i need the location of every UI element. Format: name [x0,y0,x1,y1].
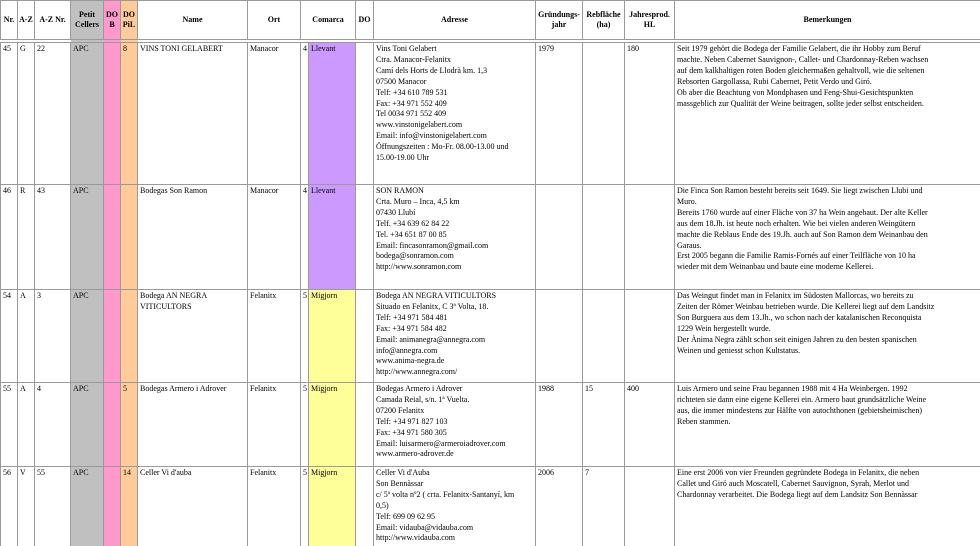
text-line: Email: fincasonramon@gmail.com [376,240,489,250]
header-name: Name [138,1,248,40]
cell-gruendungsjahr [536,185,583,290]
text-line: Tel 0034 971 552 409 [376,109,447,119]
cell-do-pil: 14 [121,467,138,546]
cell-petit-cellers: APC [71,185,104,290]
cell-rebflaeche: 15 [583,383,625,467]
cell-do-pil: 5 [121,383,138,467]
cell-rebflaeche [583,43,625,185]
cell-do-b [104,185,121,290]
text-line: Tel. +34 651 87 00 85 [376,229,447,239]
cell-comarca-number: 5 [301,467,309,546]
cell-az: A [18,290,35,383]
cell-nr: 54 [1,290,18,383]
cell-do-b [104,43,121,185]
text-line: Email: animanegra@annegra.com [376,334,486,344]
table-row [1,467,980,546]
text-line: Fax: +34 971 580 305 [376,427,447,437]
text-line: Telf: 699 09 62 95 [376,511,435,521]
cell-gruendungsjahr [536,290,583,383]
table-row [1,290,980,383]
cell-bemerkungen [675,467,980,546]
text-line: http://www.vidauba.com [376,533,456,543]
cell-bemerkungen [675,43,980,185]
text-line: 1229 Wein hergestellt wurde. [677,323,771,333]
header-az-nr: A-Z Nr. [35,1,71,40]
text-line: massgeblich zur Qualität der Weine beitragen, sollte jeder selbst entscheiden. [677,98,924,108]
cell-az: V [18,467,35,546]
text-line: c/ 5ª volta nº2 ( crta. Felanitx-Santanyí, km [376,489,515,499]
text-line: Seit 1979 gehört die Bodega der Familie Gelabert, die ihr Hobby zum Beruf [677,44,921,53]
text-line: http://www.sonramon.com [376,262,462,272]
text-line: http://www.annegra.com/ [376,367,458,377]
text-line: Bodega AN NEGRA VITICULTORS [376,291,497,300]
cell-gruendungsjahr: 2006 [536,467,583,546]
table-row [1,185,980,290]
text-line: Öffnungszeiten : Mo-Fr. 08.00-13.00 und [376,142,509,152]
text-line: aus dem 18.Jh. ist heute noch erhalten. Wie bei vielen anderen Weingütern [677,218,916,228]
cell-ort: Manacor [248,185,301,290]
header-rebflaeche: Rebfläche (ha) [583,1,625,40]
cell-adresse [374,290,536,383]
text-line: Vins Toni Gelabert [376,44,437,53]
cell-ort: Felanitx [248,467,301,546]
text-line: info@annegra.com [376,345,438,355]
cell-az-nr: 3 [35,290,71,383]
text-line: Email: luisarmero@armeroiadrover.com [376,438,506,448]
cell-do-b [104,467,121,546]
header-bemerkungen: Bemerkungen [675,1,980,40]
cell-do [356,185,374,290]
text-line: Telf. +34 639 62 84 22 [376,218,450,228]
cell-comarca: Llevant [309,43,356,185]
text-line: Ob aber die Beachtung von Mondphasen und Feng-Shui-Gesichtspunkten [677,87,914,97]
cell-ort: Felanitx [248,383,301,467]
cell-do-pil: 8 [121,43,138,185]
text-line: auf dem kalkhaltigen roten Boden gleichermaßen gehaltvoll, wie die seltenen [677,65,925,75]
cell-do-pil [121,290,138,383]
cell-name: Celler Vi d'auba [138,467,248,546]
text-line: wieder mit dem Weinanbau und baute eine moderne Kellerei. [677,262,874,272]
cell-name: Bodegas Armero i Adrover [138,383,248,467]
text-line: richteten sie dann eine eigene Kellerei ein. Armero baut grundsätzliche Weine [677,394,927,404]
cell-petit-cellers: APC [71,383,104,467]
header-do: DO [356,1,374,40]
cell-nr: 46 [1,185,18,290]
header-comarca: Comarca [301,1,356,40]
text-line: Email: vidauba@vidauba.com [376,522,474,532]
cell-az-nr: 55 [35,467,71,546]
header-ort: Ort [248,1,301,40]
cell-az-nr: 4 [35,383,71,467]
text-line: www.anima-negra.de [376,356,445,366]
cell-do [356,467,374,546]
header-do-b: DO B [104,1,121,40]
cell-rebflaeche [583,185,625,290]
text-line: Ctra. Manacor-Felanitx [376,54,451,64]
text-line: Son Bennàssar [376,478,424,488]
text-line: machte. Neben Cabernet Sauvignon-, Callet- und Chardonnay-Reben wachsen [677,54,929,64]
header-az: A-Z [18,1,35,40]
cell-jahresprod [625,290,675,383]
header-row [1,1,980,40]
cell-az: R [18,185,35,290]
cell-do [356,383,374,467]
cell-gruendungsjahr: 1988 [536,383,583,467]
text-line: SON RAMON [376,186,424,195]
cell-do-b [104,383,121,467]
text-line: www.armero-adrover.de [376,449,454,459]
table-row [1,43,980,185]
cell-comarca: Migjorn [309,383,356,467]
cell-petit-cellers: APC [71,467,104,546]
text-line: machte die Reblaus Ende des 19.Jh. auch auf Son Ramon dem Weinanbau den [677,229,928,239]
text-line: Der Ànima Negra zählt schon seit einigen Jahren zu den besten spanischen [677,334,917,344]
cell-adresse [374,185,536,290]
text-line: Situado en Felanitx, C 3ª Volta, 18. [376,301,489,311]
cell-comarca-number: 5 [301,290,309,383]
text-line: Reben stammen. [677,416,731,426]
text-line: Muro. [677,196,697,206]
text-line: Garaus. [677,240,702,250]
cell-do [356,290,374,383]
text-line: Telf: +34 971 827 103 [376,416,448,426]
cell-adresse [374,467,536,546]
cell-jahresprod: 180 [625,43,675,185]
cell-az: G [18,43,35,185]
cell-comarca-number: 4 [301,43,309,185]
table-row [1,383,980,467]
cell-bemerkungen [675,185,980,290]
text-line: Callet und Giró auch Moscatell, Cabernet Sauvignon, Syrah, Merlot und [677,478,909,488]
cell-az-nr: 43 [35,185,71,290]
text-line: Erst 2005 begann die Familie Ramis-Fornés auf einer Teilfläche von 10 ha [677,251,916,261]
cell-bemerkungen [675,383,980,467]
cell-comarca: Llevant [309,185,356,290]
cell-bemerkungen [675,290,980,383]
cell-petit-cellers: APC [71,290,104,383]
cell-adresse [374,383,536,467]
header-adresse: Adresse [374,1,536,40]
text-line: VITICULTORS [140,301,192,311]
text-line: Celler Vi d'Auba [376,468,430,477]
text-line: 07200 Felanitx [376,405,425,415]
cell-do-pil [121,185,138,290]
text-line: Fax: +34 971 584 482 [376,323,447,333]
cell-name: Bodegas Son Ramon [138,185,248,290]
cell-name [138,290,248,383]
text-line: Crta. Muro – Inca, 4,5 km [376,196,460,206]
cell-jahresprod: 400 [625,383,675,467]
cell-jahresprod [625,185,675,290]
header-nr: Nr. [1,1,18,40]
text-line: Das Weingut findet man in Felanitx im Südosten Mallorcas, wo bereits zu [677,291,914,300]
cell-rebflaeche: 7 [583,467,625,546]
cell-adresse [374,43,536,185]
text-line: Camí dels Horts de Llodrà km. 1,3 [376,65,488,75]
cell-nr: 55 [1,383,18,467]
text-line: Email: info@vinstonigelabert.com [376,131,487,141]
cell-jahresprod [625,467,675,546]
cell-az-nr: 22 [35,43,71,185]
cell-ort: Felanitx [248,290,301,383]
cell-az: A [18,383,35,467]
cell-rebflaeche [583,290,625,383]
text-line: bodega@sonramon.com [376,251,454,261]
text-line: 15.00-19.00 Uhr [376,153,430,163]
header-petit-cellers: Petit Cellers [71,1,104,40]
text-line: Eine erst 2006 von vier Freunden gegründete Bodega in Felanitx, die neben [677,468,920,477]
text-line: 0,5) [376,500,389,510]
cell-ort: Manacor [248,43,301,185]
cell-comarca-number: 4 [301,185,309,290]
cell-petit-cellers: APC [71,43,104,185]
cell-comarca: Migjorn [309,467,356,546]
header-jahresprod: Jahresprod. HL [625,1,675,40]
text-line: Zeiten der Römer Weinbau betrieben wurde. Die Kellerei liegt auf dem Landsitz [677,301,935,311]
text-line: Son Burguera aus dem 13.Jh., wo schon nach der katalanischen Reconquista [677,312,922,322]
text-line: Fax: +34 971 552 409 [376,98,447,108]
cell-gruendungsjahr: 1979 [536,43,583,185]
text-line: www.vinstonigelabert.com [376,120,463,130]
cell-do-b [104,290,121,383]
header-gruendungsjahr: Gründungs-jahr [536,1,583,40]
cell-do [356,43,374,185]
text-line: Bodega AN NEGRA [140,291,208,300]
cell-comarca-number: 5 [301,383,309,467]
text-line: Bereits 1760 wurde auf einer Fläche von 37 ha Wein angebaut. Der alte Keller [677,207,928,217]
text-line: aus, die immer mindestens zur Hälfte von autochthonen (gebietsheimischen) [677,405,923,415]
text-line: Weinen und geniesst schon Kultstatus. [677,345,801,355]
text-line: Bodegas Armero i Adrover [376,384,463,393]
cell-comarca: Migjorn [309,290,356,383]
cell-nr: 56 [1,467,18,546]
cell-nr: 45 [1,43,18,185]
text-line: 07500 Manacor [376,76,427,86]
text-line: 07430 Llubí [376,207,416,217]
header-do-pil: DO PiL [121,1,138,40]
text-line: Luis Armero und seine Frau begannen 1988 mit 4 Ha Weinbergen. 1992 [677,384,908,393]
text-line: Rebsorten Gargollassa, Rubi Cabernet, Petit Verdo und Giró. [677,76,872,86]
text-line: Camada Reial, s/n. 1ª Vuelta. [376,394,470,404]
text-line: Telf: +34 971 584 481 [376,312,448,322]
cell-name: VINS TONI GELABERT [138,43,248,185]
text-line: Telf: +34 610 789 531 [376,87,448,97]
text-line: Chardonnay verarbeitet. Die Bodega liegt auf dem Landsitz Son Bennàssar [677,489,918,499]
text-line: Die Finca Son Ramon besteht bereits seit 1649. Sie liegt zwischen Llubi und [677,186,923,195]
